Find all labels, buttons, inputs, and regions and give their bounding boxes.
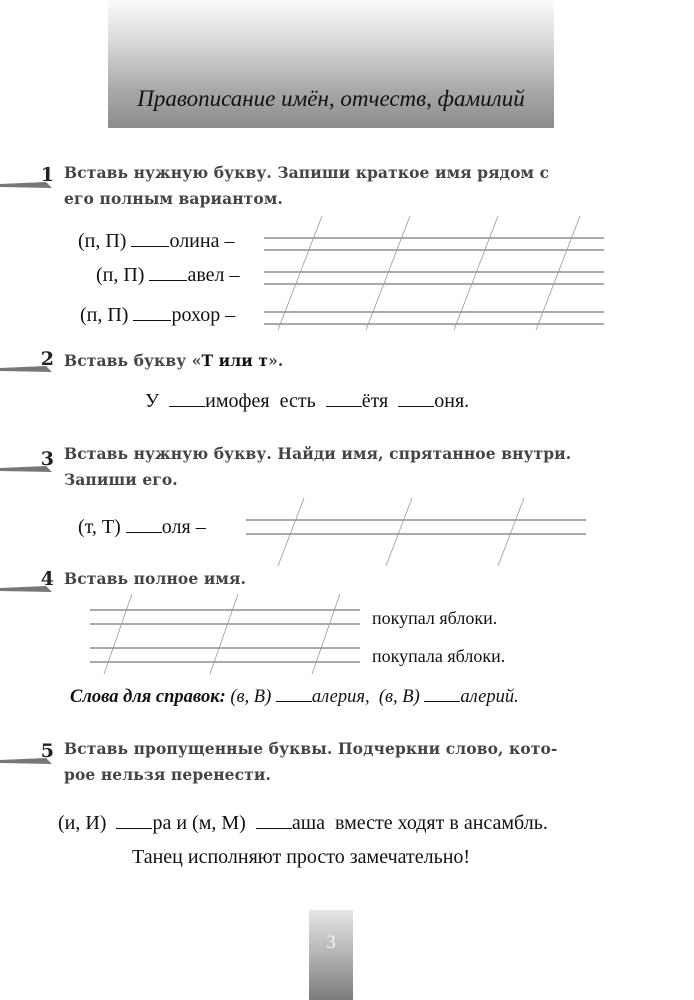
letter-options: (т, Т) xyxy=(78,516,121,538)
word-fragment: аша вместе ходят в ансамбль. xyxy=(291,812,548,834)
instruction-line: Запиши его. xyxy=(64,470,178,489)
task-1-row-3 xyxy=(80,304,235,327)
word-fragment: оля – xyxy=(161,516,206,538)
answer-blank[interactable] xyxy=(424,700,460,702)
word: ётя xyxy=(361,390,389,412)
instruction-line: Вставь нужную букву. Запиши краткое имя рядом с xyxy=(64,163,550,182)
header-banner xyxy=(108,0,554,128)
word-fragment: ра и (м, М) xyxy=(152,812,246,834)
word-fragment: алерия, xyxy=(311,687,370,707)
page-number-tab xyxy=(309,910,353,1000)
letter-options: (п, П) xyxy=(80,304,129,326)
instruction-line: Вставь нужную букву. Найди имя, спрятанное внутри. xyxy=(64,444,572,463)
letter-options: (в, В) xyxy=(378,687,420,707)
task-number: 2 xyxy=(40,348,54,370)
answer-blank[interactable] xyxy=(126,531,162,533)
task-number: 5 xyxy=(40,740,54,762)
letter-options: (п, П) xyxy=(78,230,127,252)
word: имофея xyxy=(205,390,270,412)
task-4-instruction: Вставь полное имя. xyxy=(64,569,247,588)
task-1-row-2 xyxy=(96,264,240,287)
task-3-row xyxy=(78,516,206,539)
answer-blank[interactable] xyxy=(326,405,362,407)
instruction-line: рое нельзя перенести. xyxy=(64,765,271,784)
answer-blank[interactable] xyxy=(256,827,292,829)
page-title: Правописание имён, отчеств, фамилий xyxy=(137,86,525,111)
task-1-number xyxy=(0,166,62,192)
letter-options: (в, В) xyxy=(230,687,272,707)
word-fragment: алерий. xyxy=(460,687,519,707)
instruction-line: его полным вариантом. xyxy=(64,189,283,208)
task-4-line-1-text: покупал яблоки. xyxy=(372,608,498,628)
task-1-instruction xyxy=(64,160,549,212)
reference-label: Слова для справок: xyxy=(70,687,226,707)
answer-blank[interactable] xyxy=(169,405,205,407)
instruction-highlight: Т или т xyxy=(201,351,269,370)
letter-options: (и, И) xyxy=(58,812,107,834)
answer-blank[interactable] xyxy=(149,279,187,281)
word-fragment: авел – xyxy=(187,264,240,286)
task-3-number xyxy=(0,450,62,476)
task-3-writing-lines[interactable] xyxy=(244,496,590,568)
answer-blank[interactable] xyxy=(133,319,171,321)
word: У xyxy=(145,390,160,412)
instruction-text: ». xyxy=(268,351,284,370)
word: есть xyxy=(279,390,316,412)
reference-words xyxy=(70,687,519,708)
answer-blank[interactable] xyxy=(131,245,169,247)
page-number: 3 xyxy=(326,932,336,953)
task-2-number xyxy=(0,350,62,376)
answer-blank[interactable] xyxy=(276,700,312,702)
word: оня. xyxy=(434,390,470,412)
task-4-writing-lines[interactable] xyxy=(88,592,364,676)
task-1-writing-lines[interactable] xyxy=(262,214,608,332)
instruction-text: Вставь букву « xyxy=(64,351,202,370)
task-4-line-2-text: покупала яблоки. xyxy=(372,646,506,666)
letter-options: (п, П) xyxy=(96,264,145,286)
word-fragment: рохор – xyxy=(171,304,236,326)
task-4-number xyxy=(0,570,62,596)
answer-blank[interactable] xyxy=(398,405,434,407)
task-number: 3 xyxy=(40,448,54,470)
task-number: 1 xyxy=(40,164,54,186)
task-5-sentence-2: Танец исполняют просто замечательно! xyxy=(132,846,471,868)
task-2-sentence xyxy=(145,390,469,413)
task-number: 4 xyxy=(40,568,54,590)
task-1-row-1 xyxy=(78,230,234,253)
task-3-instruction xyxy=(64,441,571,493)
task-5-sentence-1 xyxy=(58,812,548,835)
answer-blank[interactable] xyxy=(116,827,152,829)
task-2-instruction xyxy=(64,348,283,374)
instruction-line: Вставь пропущенные буквы. Подчеркни слово, кото- xyxy=(64,739,558,758)
word-fragment: олина – xyxy=(169,230,235,252)
task-5-number xyxy=(0,742,62,768)
task-5-instruction xyxy=(64,736,557,788)
